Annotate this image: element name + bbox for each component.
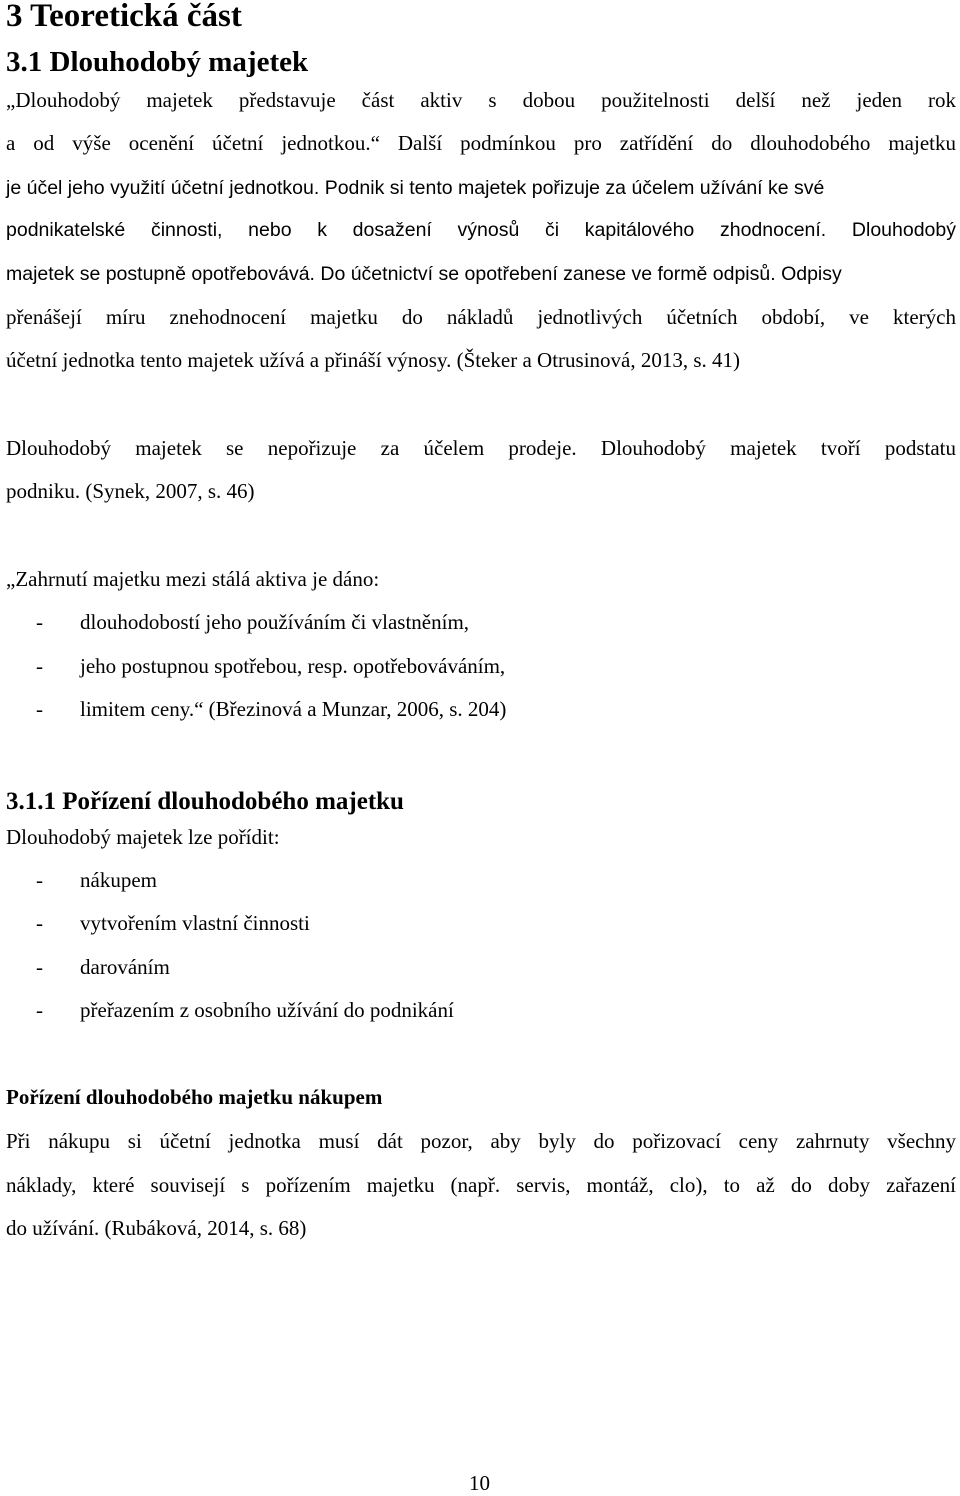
list-item xyxy=(6,996,454,1024)
section-heading: 3.1 Dlouhodobý majetek xyxy=(6,46,309,78)
list-dash: - xyxy=(36,868,43,892)
list-item xyxy=(6,608,469,636)
paragraph-line: Dlouhodobý majetek se nepořizuje za účelem prodeje. Dlouhodobý majetek tvoří podstatu xyxy=(6,436,956,460)
list-item-text: dlouhodobostí jeho používáním či vlastněním, xyxy=(80,610,470,634)
list-dash: - xyxy=(36,955,43,979)
list-dash: - xyxy=(36,697,43,721)
paragraph-line: podnikatelské činnosti, nebo k dosažení výnosů či kapitálového zhodnocení. Dlouhodobý xyxy=(6,219,956,241)
list-dash: - xyxy=(36,911,43,935)
paragraph-fragment: je účel jeho využití účetní jednotkou. xyxy=(6,177,325,199)
list-item xyxy=(6,909,310,937)
paragraph-line: „Dlouhodobý majetek představuje část aktiv s dobou použitelnosti delší než jeden rok xyxy=(6,88,956,112)
list-item xyxy=(6,695,506,723)
paragraph-line: a od výše ocenění účetní jednotkou.“ Další podmínkou pro zatřídění do dlouhodobého majetku xyxy=(6,131,956,155)
paragraph-line: podniku. (Synek, 2007, s. 46) xyxy=(6,479,255,503)
paragraph-line: náklady, které souvisejí s pořízením majetku (např. servis, montáž, clo), to až do doby zařazení xyxy=(6,1173,956,1197)
page-number: 10 xyxy=(469,1471,490,1495)
list-item-text: jeho postupnou spotřebou, resp. opotřebováváním, xyxy=(80,654,506,678)
list-item-text: vytvořením vlastní činnosti xyxy=(80,911,310,935)
paragraph-fragment: Podnik si tento majetek pořizuje za účelem užívání ke své xyxy=(324,177,825,199)
list-item-text: darováním xyxy=(80,955,170,979)
paragraph-line: Při nákupu si účetní jednotka musí dát pozor, aby byly do pořizovací ceny zahrnuty všechny xyxy=(6,1129,956,1153)
chapter-heading: 3 Teoretická část xyxy=(6,0,242,34)
list-dash: - xyxy=(36,998,43,1022)
paragraph-line: do užívání. (Rubáková, 2014, s. 68) xyxy=(6,1216,307,1240)
paragraph-line xyxy=(6,173,956,202)
paragraph-fragment: majetek se postupně opotřebovává. Do účetnictví se opotřebení zanese ve formě odpisů. xyxy=(6,263,782,285)
list-dash: - xyxy=(36,654,43,678)
list-item xyxy=(6,652,505,680)
list-item xyxy=(6,953,170,981)
paragraph-fragment: Odpisy xyxy=(781,263,842,285)
paragraph-line: účetní jednotka tento majetek užívá a přináší výnosy. (Šteker a Otrusinová, 2013, s. 41) xyxy=(6,348,741,372)
subsection-heading: 3.1.1 Pořízení dlouhodobého majetku xyxy=(6,788,404,815)
paragraph-line: Dlouhodobý majetek lze pořídit: xyxy=(6,825,280,849)
paragraph-line: „Zahrnutí majetku mezi stálá aktiva je dáno: xyxy=(6,567,380,591)
paragraph-line: přenášejí míru znehodnocení majetku do nákladů jednotlivých účetních období, ve kterých xyxy=(6,305,956,329)
bold-heading: Pořízení dlouhodobého majetku nákupem xyxy=(6,1085,383,1109)
paragraph-line xyxy=(6,259,956,288)
list-item xyxy=(6,866,157,894)
list-item-text: limitem ceny.“ (Březinová a Munzar, 2006, s. 204) xyxy=(80,697,507,721)
list-item-text: nákupem xyxy=(80,868,157,892)
list-item-text: přeřazením z osobního užívání do podnikání xyxy=(80,998,454,1022)
list-dash: - xyxy=(36,610,43,634)
